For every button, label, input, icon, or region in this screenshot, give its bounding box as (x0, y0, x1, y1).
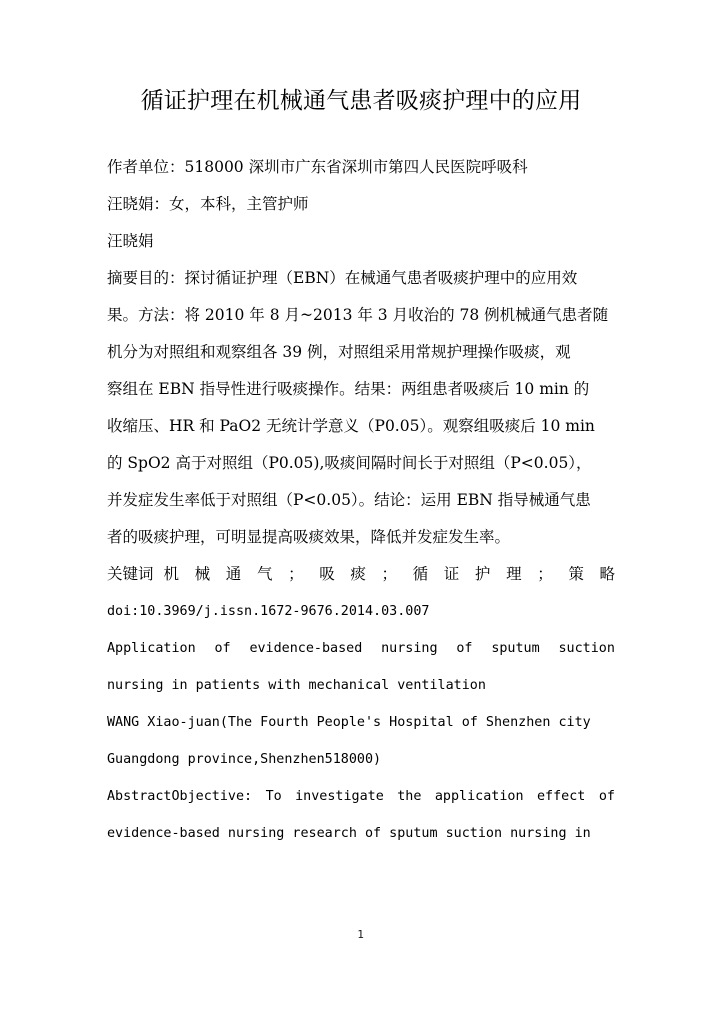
document-content (107, 0, 615, 852)
affiliation-line: 作者单位：518000 深圳市广东省深圳市第四人民医院呼吸科 (107, 158, 528, 176)
token: 护 (474, 565, 491, 583)
token: evidence-based (249, 641, 363, 656)
abstract-cn-line-5: 收缩压、HR 和 PaO2 无统计学意义（P0.05）。观察组吸痰后 10 min (107, 417, 595, 435)
page-title: 循证护理在机械通气患者吸痰护理中的应用 (140, 88, 582, 114)
token: ； (537, 565, 553, 583)
token: ； (381, 565, 398, 583)
author-meta-block (107, 149, 615, 260)
keywords-items (164, 556, 615, 593)
token: 痰 (350, 565, 366, 583)
doi-line: doi:10.3969/j.issn.1672-9676.2014.03.007 (107, 604, 430, 619)
token: 机 (163, 565, 180, 583)
token: suction (558, 641, 615, 656)
english-title-line-2: nursing in patients with mechanical ventilation (107, 678, 486, 693)
token: To (265, 789, 282, 804)
english-title-line-1 (107, 630, 615, 667)
token: 械 (194, 565, 211, 583)
token: Application (107, 641, 196, 656)
token: ； (288, 565, 304, 583)
token: 通 (225, 565, 242, 583)
abstract-cn-line-4: 察组在 EBN 指导性进行吸痰操作。结果：两组患者吸痰后 10 min 的 (107, 380, 590, 398)
english-abstract-line-1 (107, 778, 615, 815)
page-number: 1 (357, 928, 364, 941)
token: of (456, 641, 473, 656)
abstract-cn-line-8: 者的吸痰护理，可明显提高吸痰效果，降低并发症发生率。 (107, 528, 511, 546)
token: investigate (295, 789, 384, 804)
english-author-line-1: WANG Xiao-juan(The Fourth People's Hospital of Shenzhen city (107, 715, 591, 730)
token: of (598, 789, 615, 804)
token: 略 (599, 565, 615, 583)
token: the (397, 789, 422, 804)
token: AbstractObjective: (107, 789, 253, 804)
token: 理 (506, 565, 522, 583)
token: 证 (443, 565, 460, 583)
token: 吸 (319, 565, 335, 583)
abstract-cn-line-6: 的 SpO2 高于对照组（P0.05),吸痰间隔时间长于对照组（P<0.05）， (107, 454, 592, 472)
abstract-cn-line-2: 果。方法：将 2010 年 8 月~2013 年 3 月收治的 78 例机械通气患者随 (107, 306, 609, 324)
token: 策 (568, 565, 584, 583)
abstract-cn-line-7: 并发症发生率低于对照组（P<0.05）。结论：运用 EBN 指导械通气患 (107, 491, 591, 509)
token: application (434, 789, 524, 804)
token: nursing (381, 641, 438, 656)
keywords-label: 关键词 (107, 565, 154, 583)
author-bio-line: 汪晓娟：女，本科，主管护师 (107, 195, 309, 213)
token: of (214, 641, 231, 656)
english-author-line-2: Guangdong province,Shenzhen518000) (107, 752, 382, 767)
abstract-chinese-block (107, 260, 615, 556)
keywords-line (107, 556, 615, 593)
abstract-cn-line-1: 摘要目的：探讨循证护理（EBN）在械通气患者吸痰护理中的应用效 (107, 269, 578, 287)
author-name-line: 汪晓娟 (107, 232, 154, 250)
token: sputum (491, 641, 540, 656)
abstract-cn-line-3: 机分为对照组和观察组各 39 例，对照组采用常规护理操作吸痰，观 (107, 343, 571, 361)
english-abstract-line-2: evidence-based nursing research of sputum suction nursing in (107, 826, 591, 841)
token: 气 (256, 565, 273, 583)
token: effect (537, 789, 586, 804)
token: 循 (412, 565, 429, 583)
